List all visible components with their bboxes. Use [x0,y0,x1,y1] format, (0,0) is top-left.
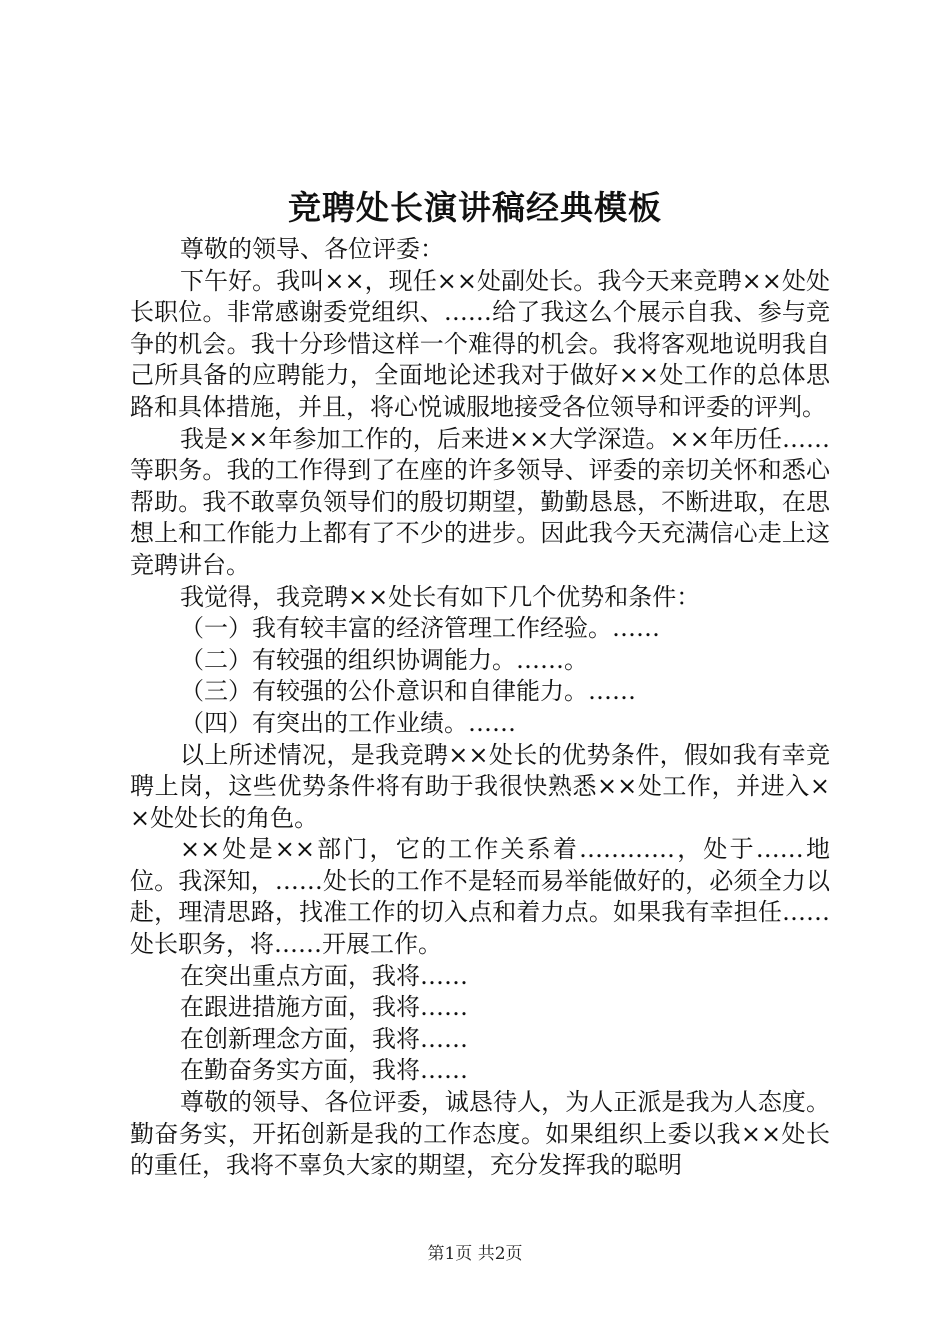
body-paragraph: 尊敬的领导、各位评委，诚恳待人，为人正派是我为人态度。勤奋务实，开拓创新是我的工作态度。如果组织上委以我××处长的重任，我将不辜负大家的期望，充分发挥我的聪明 [130,1088,830,1180]
list-item: （三）有较强的公仆意识和自律能力。…… [180,677,636,706]
list-item: （四）有突出的工作业绩。…… [180,708,516,737]
page-footer: 第1页 共2页 [427,1244,523,1264]
body-paragraph: 下午好。我叫××，现任××处副处长。我今天来竞聘××处处长职位。非常感谢委党组织、……给了我这么个展示自我、参与竞争的机会。我十分珍惜这样一个难得的机会。我将客观地说明我自己所具备的应聘能力，全面地论述我对于做好××处工作的总体思路和具体措施，并且，将心悦诚服地接受各位领导和评委的评判。 [130,266,830,421]
list-item: （一）我有较丰富的经济管理工作经验。…… [180,614,660,643]
list-item: （二）有较强的组织协调能力。……。 [180,645,588,674]
list-item: 在突出重点方面，我将…… [180,961,468,990]
list-item: 在勤奋务实方面，我将…… [180,1056,468,1085]
document-title: 竞聘处长演讲稿经典模板 [288,188,662,227]
body-paragraph: 我觉得，我竞聘××处长有如下几个优势和条件： [180,582,701,611]
body-paragraph: 以上所述情况，是我竞聘××处长的优势条件，假如我有幸竞聘上岗，这些优势条件将有助于我很快熟悉××处工作，并进入××处处长的角色。 [130,740,830,832]
salutation-paragraph: 尊敬的领导、各位评委： [180,235,444,263]
body-paragraph: 我是××年参加工作的，后来进××大学深造。××年历任……等职务。我的工作得到了在座的许多领导、评委的亲切关怀和悉心帮助。我不敢辜负领导们的殷切期望，勤勤恳恳，不断进取，在思想上和工作能力上都有了不少的进步。因此我今天充满信心走上这竞聘讲台。 [130,424,830,579]
list-item: 在创新理念方面，我将…… [180,1024,468,1053]
body-paragraph: ××处是××部门，它的工作关系着…………，处于……地位。我深知，……处长的工作不是轻而易举能做好的，必须全力以赴，理清思路，找准工作的切入点和着力点。如果我有幸担任……处长职务，将……开展工作。 [130,835,830,959]
list-item: 在跟进措施方面，我将…… [180,993,468,1022]
document-body [130,234,830,1182]
